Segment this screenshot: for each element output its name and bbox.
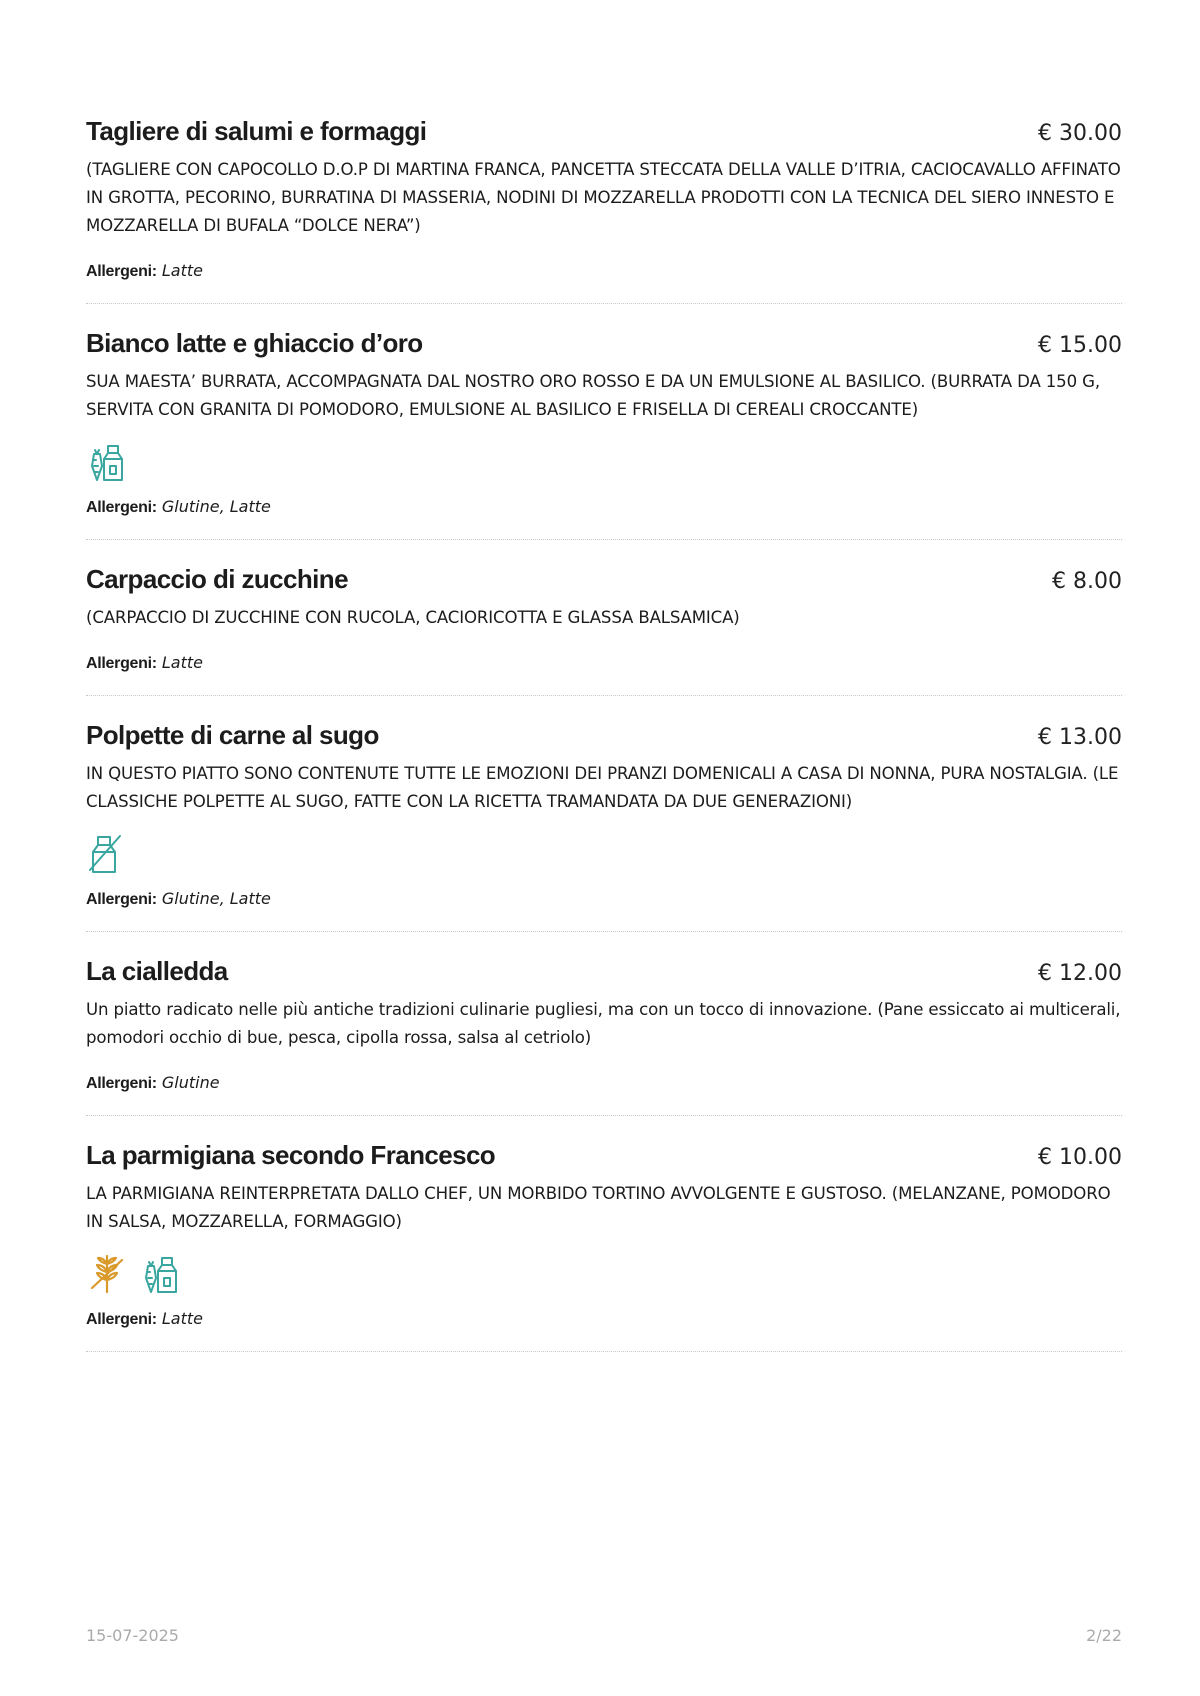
menu-item [86, 718, 1122, 932]
item-description: (TAGLIERE CON CAPOCOLLO D.O.P DI MARTINA FRANCA, PANCETTA STECCATA DELLA VALLE D’ITRIA, CACIOCAVALLO AFFINATO IN GROTTA, PECORINO, BURRATINA DI MASSERIA, NODINI DI MOZZARELLA PRODOTTI CON LA TECNICA DEL SIERO INNESTO E MOZZARELLA DI BUFALA “DOLCE NERA”) [86, 160, 1121, 235]
allergens-label: Allergeni: [86, 655, 157, 672]
item-description: LA PARMIGIANA REINTERPRETATA DALLO CHEF, UN MORBIDO TORTINO AVVOLGENTE E GUSTOSO. (MELANZANE, POMODORO IN SALSA, MOZZARELLA, FORMAGGIO) [86, 1184, 1111, 1231]
gluten-free-icon [86, 1252, 128, 1294]
item-description: IN QUESTO PIATTO SONO CONTENUTE TUTTE LE EMOZIONI DEI PRANZI DOMENICALI A CASA DI NONNA, PURA NOSTALGIA. (LE CLASSICHE POLPETTE AL SUGO, FATTE CON LA RICETTA TRAMANDATA DA DUE GENERAZIONI) [86, 764, 1119, 811]
item-title: La cialledda [86, 956, 228, 986]
allergens-value: Glutine, Latte [161, 889, 271, 908]
item-description: (CARPACCIO DI ZUCCHINE CON RUCOLA, CACIORICOTTA E GLASSA BALSAMICA) [86, 608, 740, 627]
item-title: Polpette di carne al sugo [86, 720, 379, 750]
diet-icons [86, 440, 1122, 482]
menu-list [86, 114, 1122, 1374]
allergens-value: Latte [161, 261, 203, 280]
menu-item [86, 1138, 1122, 1352]
menu-item [86, 326, 1122, 540]
item-description: Un piatto radicato nelle più antiche tradizioni culinarie pugliesi, ma con un tocco di innovazione. (Pane essiccato ai multicerali, pomodori occhio di bue, pesca, cipolla rossa, salsa al cetriolo) [86, 1000, 1121, 1047]
diet-icons [86, 1252, 1122, 1294]
allergens [86, 1072, 1122, 1095]
menu-item [86, 114, 1122, 304]
menu-item [86, 954, 1122, 1116]
item-title: La parmigiana secondo Francesco [86, 1140, 496, 1170]
allergens-value: Glutine [161, 1073, 220, 1092]
diet-icons [86, 832, 1122, 874]
item-price: € 13.00 [1038, 725, 1122, 750]
item-price: € 30.00 [1038, 121, 1122, 146]
allergens-label: Allergeni: [86, 1075, 157, 1092]
allergens [86, 888, 1122, 911]
allergens [86, 260, 1122, 283]
allergens-value: Glutine, Latte [161, 497, 271, 516]
page-number: 2/22 [1086, 1626, 1122, 1645]
allergens-label: Allergeni: [86, 1311, 157, 1328]
allergens [86, 1308, 1122, 1331]
allergens-label: Allergeni: [86, 891, 157, 908]
allergens [86, 496, 1122, 519]
allergens-value: Latte [161, 653, 203, 672]
item-title: Carpaccio di zucchine [86, 564, 348, 594]
vegetarian-icon [140, 1252, 182, 1294]
lactose-free-icon [86, 832, 128, 874]
vegetarian-icon [86, 440, 128, 482]
menu-item [86, 562, 1122, 696]
item-price: € 12.00 [1038, 961, 1122, 986]
item-price: € 8.00 [1052, 569, 1122, 594]
item-price: € 15.00 [1038, 333, 1122, 358]
allergens-label: Allergeni: [86, 499, 157, 516]
item-title: Bianco latte e ghiaccio d’oro [86, 328, 423, 358]
allergens [86, 652, 1122, 675]
footer-date: 15-07-2025 [86, 1626, 179, 1645]
item-title: Tagliere di salumi e formaggi [86, 116, 427, 146]
allergens-label: Allergeni: [86, 263, 157, 280]
allergens-value: Latte [161, 1309, 203, 1328]
item-description: SUA MAESTA’ BURRATA, ACCOMPAGNATA DAL NOSTRO ORO ROSSO E DA UN EMULSIONE AL BASILICO. (BURRATA DA 150 G, SERVITA CON GRANITA DI POMODORO, EMULSIONE AL BASILICO E FRISELLA DI CEREALI CROCCANTE) [86, 372, 1100, 419]
item-price: € 10.00 [1038, 1145, 1122, 1170]
